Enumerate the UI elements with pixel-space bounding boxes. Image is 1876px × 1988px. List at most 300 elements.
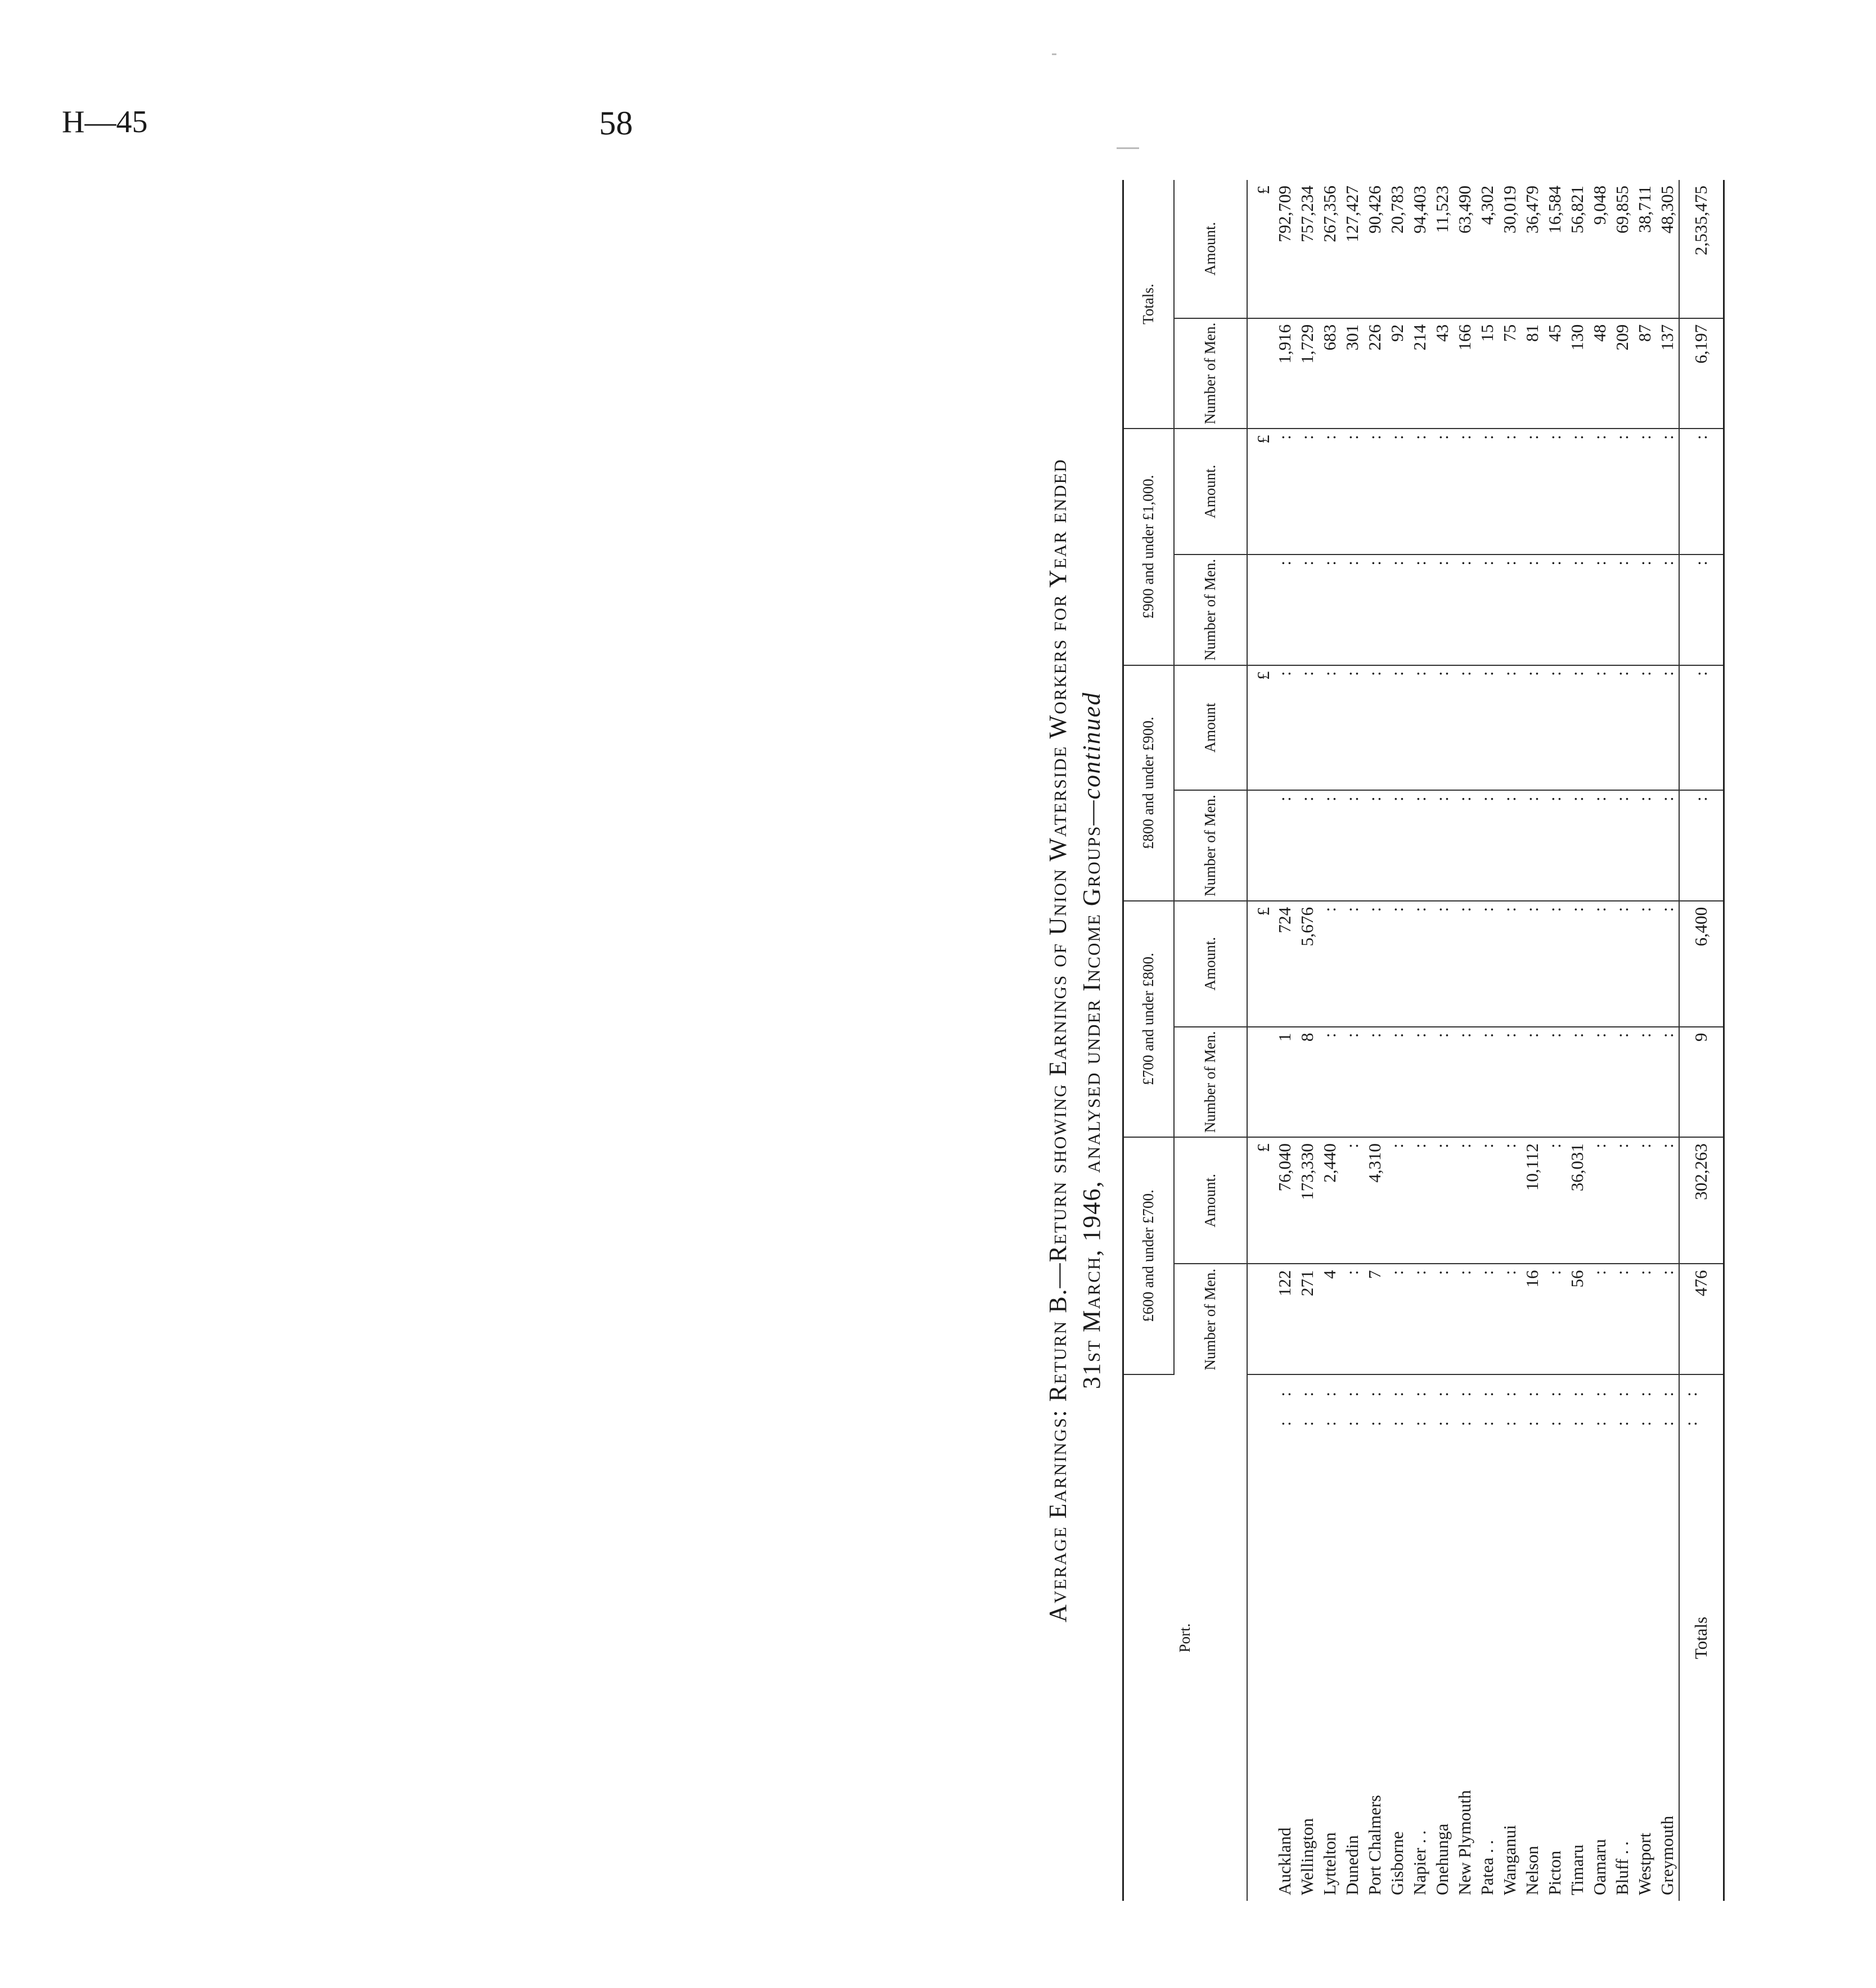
amount-cell: : bbox=[1476, 901, 1499, 1027]
number-of-men-cell: : bbox=[1409, 790, 1431, 901]
title-text-2: 31st March, 1946, analysed under Income Groups— bbox=[1078, 799, 1105, 1389]
subheader-number: Number of Men. bbox=[1174, 1264, 1247, 1374]
subheader-number: Number of Men. bbox=[1174, 1027, 1247, 1138]
amount-cell: : bbox=[1679, 429, 1724, 555]
amount-cell: 724 bbox=[1274, 901, 1296, 1027]
amount-cell: : bbox=[1589, 665, 1611, 791]
leader-dots: : : bbox=[1274, 1381, 1294, 1426]
amount-cell: : bbox=[1319, 665, 1341, 791]
amount-cell: : bbox=[1521, 901, 1544, 1027]
number-of-men-cell: : bbox=[1319, 555, 1341, 665]
leader-dots: : : bbox=[1297, 1381, 1317, 1426]
amount-cell: 94,403 bbox=[1409, 180, 1431, 318]
amount-cell: : bbox=[1566, 665, 1589, 791]
amount-cell: : bbox=[1476, 429, 1499, 555]
subheader-number: Number of Men. bbox=[1174, 318, 1247, 429]
number-of-men-cell: 476 bbox=[1679, 1264, 1724, 1374]
number-of-men-cell: 214 bbox=[1409, 318, 1431, 429]
number-of-men-cell: : bbox=[1364, 790, 1386, 901]
col-header-700: £700 and under £800. bbox=[1123, 901, 1174, 1137]
number-of-men-cell: 166 bbox=[1454, 318, 1476, 429]
amount-cell: : bbox=[1274, 665, 1296, 791]
number-of-men-cell: : bbox=[1679, 790, 1724, 901]
number-of-men-cell: : bbox=[1431, 1027, 1454, 1138]
title-continued: continued bbox=[1078, 692, 1105, 800]
amount-cell: : bbox=[1634, 901, 1656, 1027]
amount-cell: : bbox=[1589, 1137, 1611, 1264]
amount-cell: : bbox=[1431, 429, 1454, 555]
scan-mark bbox=[1052, 53, 1056, 55]
leader-dots: : : bbox=[1657, 1381, 1677, 1426]
number-of-men-cell: : bbox=[1521, 1027, 1544, 1138]
number-of-men-cell: : bbox=[1566, 1027, 1589, 1138]
number-of-men-cell: 15 bbox=[1476, 318, 1499, 429]
amount-cell: : bbox=[1386, 665, 1409, 791]
number-of-men-cell: 75 bbox=[1499, 318, 1521, 429]
number-of-men-cell: : bbox=[1589, 1027, 1611, 1138]
amount-cell: : bbox=[1341, 901, 1364, 1027]
number-of-men-cell: : bbox=[1589, 790, 1611, 901]
port-name: Gisborne bbox=[1387, 1831, 1407, 1895]
amount-cell: 173,330 bbox=[1296, 1137, 1319, 1264]
amount-cell: : bbox=[1476, 665, 1499, 791]
amount-cell: 10,112 bbox=[1521, 1137, 1544, 1264]
number-of-men-cell: 7 bbox=[1364, 1264, 1386, 1374]
subheader-number: Number of Men. bbox=[1174, 790, 1247, 901]
port-cell bbox=[1634, 1374, 1656, 1901]
number-of-men-cell: 137 bbox=[1656, 318, 1679, 429]
amount-cell: : bbox=[1364, 901, 1386, 1027]
pound-sign: £ bbox=[1247, 901, 1274, 1027]
number-of-men-cell: 48 bbox=[1589, 318, 1611, 429]
amount-cell: : bbox=[1611, 1137, 1634, 1264]
number-of-men-cell: 92 bbox=[1386, 318, 1409, 429]
port-cell bbox=[1544, 1374, 1566, 1901]
port-name: Auckland bbox=[1274, 1827, 1294, 1895]
number-of-men-cell: 130 bbox=[1566, 318, 1589, 429]
port-name: Greymouth bbox=[1657, 1815, 1677, 1895]
leader-dots: : : bbox=[1634, 1381, 1654, 1426]
empty-cell bbox=[1247, 1374, 1274, 1901]
amount-cell: : bbox=[1431, 1137, 1454, 1264]
amount-cell: : bbox=[1544, 901, 1566, 1027]
amount-cell: : bbox=[1386, 1137, 1409, 1264]
number-of-men-cell: : bbox=[1364, 1027, 1386, 1138]
number-of-men-cell: : bbox=[1476, 1027, 1499, 1138]
totals-row bbox=[1679, 180, 1724, 1901]
page-number: 58 bbox=[599, 105, 633, 142]
amount-cell: : bbox=[1611, 429, 1634, 555]
amount-cell: : bbox=[1499, 901, 1521, 1027]
port-cell bbox=[1589, 1374, 1611, 1901]
amount-cell: : bbox=[1544, 1137, 1566, 1264]
port-name: Onehunga bbox=[1432, 1823, 1452, 1895]
amount-cell: 9,048 bbox=[1589, 180, 1611, 318]
amount-cell: : bbox=[1409, 1137, 1431, 1264]
number-of-men-cell: : bbox=[1454, 790, 1476, 901]
amount-cell: 757,234 bbox=[1296, 180, 1319, 318]
amount-cell: 11,523 bbox=[1431, 180, 1454, 318]
amount-cell: : bbox=[1454, 901, 1476, 1027]
amount-cell: : bbox=[1656, 429, 1679, 555]
amount-cell: : bbox=[1634, 429, 1656, 555]
table-row bbox=[1364, 180, 1386, 1901]
subheader-number: Number of Men. bbox=[1174, 555, 1247, 665]
empty-cell bbox=[1247, 555, 1274, 665]
amount-cell: : bbox=[1521, 429, 1544, 555]
amount-cell: : bbox=[1296, 665, 1319, 791]
number-of-men-cell: : bbox=[1341, 1264, 1364, 1374]
table-row bbox=[1544, 180, 1566, 1901]
number-of-men-cell: : bbox=[1386, 790, 1409, 901]
empty-cell bbox=[1247, 1264, 1274, 1374]
pound-sign: £ bbox=[1247, 665, 1274, 791]
number-of-men-cell: 226 bbox=[1364, 318, 1386, 429]
amount-cell: 792,709 bbox=[1274, 180, 1296, 318]
number-of-men-cell: 1,729 bbox=[1296, 318, 1319, 429]
port-name: Dunedin bbox=[1342, 1835, 1362, 1895]
number-of-men-cell: : bbox=[1409, 1027, 1431, 1138]
port-name: Picton bbox=[1544, 1850, 1564, 1895]
amount-cell: 69,855 bbox=[1611, 180, 1634, 318]
number-of-men-cell: : bbox=[1521, 790, 1544, 901]
subheader-amount: Amount bbox=[1174, 665, 1247, 791]
amount-cell: 4,302 bbox=[1476, 180, 1499, 318]
table-row bbox=[1476, 180, 1499, 1901]
amount-cell: : bbox=[1679, 665, 1724, 791]
port-cell bbox=[1499, 1374, 1521, 1901]
amount-cell: : bbox=[1409, 901, 1431, 1027]
number-of-men-cell: : bbox=[1656, 790, 1679, 901]
leader-dots: : : bbox=[1499, 1381, 1519, 1426]
amount-cell: 20,783 bbox=[1386, 180, 1409, 318]
port-cell bbox=[1274, 1374, 1296, 1901]
number-of-men-cell: 16 bbox=[1521, 1264, 1544, 1374]
port-cell bbox=[1521, 1374, 1544, 1901]
amount-cell: : bbox=[1634, 1137, 1656, 1264]
number-of-men-cell: 87 bbox=[1634, 318, 1656, 429]
amount-cell: 127,427 bbox=[1341, 180, 1364, 318]
number-of-men-cell: : bbox=[1499, 555, 1521, 665]
number-of-men-cell: : bbox=[1679, 555, 1724, 665]
amount-cell: : bbox=[1566, 901, 1589, 1027]
table-row bbox=[1611, 180, 1634, 1901]
number-of-men-cell: : bbox=[1386, 555, 1409, 665]
table-row bbox=[1319, 180, 1341, 1901]
number-of-men-cell: : bbox=[1566, 555, 1589, 665]
empty-cell bbox=[1247, 790, 1274, 901]
port-name: Wellington bbox=[1297, 1818, 1317, 1895]
amount-cell: 5,676 bbox=[1296, 901, 1319, 1027]
port-cell bbox=[1386, 1374, 1409, 1901]
amount-cell: : bbox=[1589, 901, 1611, 1027]
amount-cell: 16,584 bbox=[1544, 180, 1566, 318]
number-of-men-cell: : bbox=[1589, 555, 1611, 665]
amount-cell: : bbox=[1341, 1137, 1364, 1264]
number-of-men-cell: 4 bbox=[1319, 1264, 1341, 1374]
subheader-amount: Amount. bbox=[1174, 901, 1247, 1027]
port-cell bbox=[1566, 1374, 1589, 1901]
number-of-men-cell: : bbox=[1341, 1027, 1364, 1138]
port-cell bbox=[1296, 1374, 1319, 1901]
port-cell bbox=[1364, 1374, 1386, 1901]
amount-cell: 63,490 bbox=[1454, 180, 1476, 318]
amount-cell: 76,040 bbox=[1274, 1137, 1296, 1264]
port-name: Totals bbox=[1691, 1616, 1711, 1660]
table-row bbox=[1409, 180, 1431, 1901]
number-of-men-cell: 6,197 bbox=[1679, 318, 1724, 429]
amount-cell: 38,711 bbox=[1634, 180, 1656, 318]
amount-cell: : bbox=[1656, 901, 1679, 1027]
amount-cell: : bbox=[1319, 429, 1341, 555]
number-of-men-cell: : bbox=[1589, 1264, 1611, 1374]
amount-cell: : bbox=[1544, 429, 1566, 555]
table-row bbox=[1499, 180, 1521, 1901]
number-of-men-cell: : bbox=[1656, 1027, 1679, 1138]
table-row bbox=[1431, 180, 1454, 1901]
number-of-men-cell: : bbox=[1454, 555, 1476, 665]
port-name: Wanganui bbox=[1499, 1825, 1519, 1895]
number-of-men-cell: : bbox=[1634, 790, 1656, 901]
amount-cell: 36,479 bbox=[1521, 180, 1544, 318]
col-header-900: £900 and under £1,000. bbox=[1123, 429, 1174, 665]
port-name: Lyttelton bbox=[1319, 1832, 1339, 1895]
port-name: Timaru bbox=[1567, 1844, 1587, 1895]
earnings-table bbox=[1122, 180, 1725, 1901]
leader-dots: : : bbox=[1432, 1381, 1452, 1426]
number-of-men-cell: : bbox=[1274, 790, 1296, 901]
amount-cell: 36,031 bbox=[1566, 1137, 1589, 1264]
leader-dots: : : bbox=[1589, 1381, 1609, 1426]
amount-cell: : bbox=[1544, 665, 1566, 791]
amount-cell: : bbox=[1611, 901, 1634, 1027]
number-of-men-cell: : bbox=[1386, 1264, 1409, 1374]
amount-cell: : bbox=[1296, 429, 1319, 555]
number-of-men-cell: : bbox=[1409, 555, 1431, 665]
port-name: Oamaru bbox=[1589, 1839, 1609, 1895]
port-cell bbox=[1431, 1374, 1454, 1901]
table-row bbox=[1521, 180, 1544, 1901]
number-of-men-cell: : bbox=[1544, 790, 1566, 901]
leader-dots: : : bbox=[1567, 1381, 1587, 1426]
amount-cell: : bbox=[1611, 665, 1634, 791]
amount-cell: 6,400 bbox=[1679, 901, 1724, 1027]
number-of-men-cell: : bbox=[1566, 790, 1589, 901]
number-of-men-cell: : bbox=[1611, 1027, 1634, 1138]
amount-cell: : bbox=[1454, 1137, 1476, 1264]
number-of-men-cell: : bbox=[1476, 1264, 1499, 1374]
number-of-men-cell: : bbox=[1656, 1264, 1679, 1374]
leader-dots: : : bbox=[1387, 1381, 1407, 1426]
table-row bbox=[1566, 180, 1589, 1901]
amount-cell: : bbox=[1634, 665, 1656, 791]
amount-cell: : bbox=[1341, 665, 1364, 791]
leader-dots: : : bbox=[1477, 1381, 1497, 1426]
pound-sign: £ bbox=[1247, 180, 1274, 318]
col-header-800: £800 and under £900. bbox=[1123, 665, 1174, 901]
amount-cell: 56,821 bbox=[1566, 180, 1589, 318]
leader-dots: : : bbox=[1409, 1381, 1429, 1426]
table-row bbox=[1656, 180, 1679, 1901]
amount-cell: : bbox=[1319, 901, 1341, 1027]
col-header-600: £600 and under £700. bbox=[1123, 1137, 1174, 1374]
amount-cell: : bbox=[1386, 901, 1409, 1027]
leader-dots: : : bbox=[1612, 1381, 1632, 1426]
number-of-men-cell: : bbox=[1341, 555, 1364, 665]
port-name: Westport bbox=[1634, 1832, 1654, 1895]
number-of-men-cell: : bbox=[1274, 555, 1296, 665]
number-of-men-cell: 43 bbox=[1431, 318, 1454, 429]
port-cell bbox=[1454, 1374, 1476, 1901]
number-of-men-cell: 45 bbox=[1544, 318, 1566, 429]
number-of-men-cell: : bbox=[1319, 1027, 1341, 1138]
number-of-men-cell: 56 bbox=[1566, 1264, 1589, 1374]
number-of-men-cell: : bbox=[1431, 555, 1454, 665]
number-of-men-cell: : bbox=[1454, 1027, 1476, 1138]
currency-row bbox=[1247, 180, 1274, 1901]
port-name: Nelson bbox=[1522, 1846, 1542, 1895]
number-of-men-cell: : bbox=[1634, 1264, 1656, 1374]
table-row bbox=[1296, 180, 1319, 1901]
number-of-men-cell: 122 bbox=[1274, 1264, 1296, 1374]
number-of-men-cell: : bbox=[1611, 790, 1634, 901]
pound-sign: £ bbox=[1247, 429, 1274, 555]
amount-cell: 4,310 bbox=[1364, 1137, 1386, 1264]
number-of-men-cell: 8 bbox=[1296, 1027, 1319, 1138]
port-cell bbox=[1679, 1374, 1724, 1901]
port-name: Patea . . bbox=[1477, 1840, 1497, 1895]
amount-cell: : bbox=[1454, 665, 1476, 791]
port-name: Napier . . bbox=[1409, 1830, 1429, 1895]
amount-cell: : bbox=[1499, 429, 1521, 555]
table-row bbox=[1274, 180, 1296, 1901]
port-cell bbox=[1341, 1374, 1364, 1901]
amount-cell: : bbox=[1341, 429, 1364, 555]
amount-cell: : bbox=[1364, 429, 1386, 555]
amount-cell: : bbox=[1364, 665, 1386, 791]
amount-cell: : bbox=[1566, 429, 1589, 555]
port-cell bbox=[1409, 1374, 1431, 1901]
number-of-men-cell: : bbox=[1499, 1264, 1521, 1374]
subheader-amount: Amount. bbox=[1174, 1137, 1247, 1264]
amount-cell: : bbox=[1476, 1137, 1499, 1264]
number-of-men-cell: 9 bbox=[1679, 1027, 1724, 1138]
amount-cell: 2,535,475 bbox=[1679, 180, 1724, 318]
leader-dots: : : bbox=[1544, 1381, 1564, 1426]
leader-dots: : : bbox=[1364, 1381, 1384, 1426]
amount-cell: : bbox=[1431, 901, 1454, 1027]
table-body bbox=[1247, 180, 1724, 1901]
number-of-men-cell: : bbox=[1341, 790, 1364, 901]
leader-dots: : : bbox=[1319, 1381, 1339, 1426]
number-of-men-cell: : bbox=[1521, 555, 1544, 665]
table-row bbox=[1454, 180, 1476, 1901]
number-of-men-cell: 81 bbox=[1521, 318, 1544, 429]
number-of-men-cell: : bbox=[1386, 1027, 1409, 1138]
col-header-port: Port. bbox=[1123, 1374, 1247, 1901]
port-name: New Plymouth bbox=[1454, 1790, 1474, 1895]
number-of-men-cell: : bbox=[1454, 1264, 1476, 1374]
number-of-men-cell: : bbox=[1296, 555, 1319, 665]
number-of-men-cell: 1,916 bbox=[1274, 318, 1296, 429]
amount-cell: 30,019 bbox=[1499, 180, 1521, 318]
port-name: Bluff . . bbox=[1612, 1841, 1632, 1895]
amount-cell: : bbox=[1409, 665, 1431, 791]
amount-cell: 90,426 bbox=[1364, 180, 1386, 318]
number-of-men-cell: : bbox=[1476, 555, 1499, 665]
table-row bbox=[1341, 180, 1364, 1901]
number-of-men-cell: : bbox=[1431, 1264, 1454, 1374]
table-title-line2 bbox=[1077, 180, 1106, 1901]
port-cell bbox=[1611, 1374, 1634, 1901]
number-of-men-cell: : bbox=[1499, 1027, 1521, 1138]
number-of-men-cell: 301 bbox=[1341, 318, 1364, 429]
port-cell bbox=[1319, 1374, 1341, 1901]
title-text: Average Earnings: Return B.—Return showing Earnings of Union Waterside Workers for Year ended bbox=[1044, 458, 1072, 1622]
empty-cell bbox=[1247, 1027, 1274, 1138]
subheader-amount: Amount. bbox=[1174, 180, 1247, 318]
table-row bbox=[1386, 180, 1409, 1901]
number-of-men-cell: 209 bbox=[1611, 318, 1634, 429]
leader-dots: : : bbox=[1680, 1381, 1700, 1426]
number-of-men-cell: : bbox=[1319, 790, 1341, 901]
amount-cell: : bbox=[1454, 429, 1476, 555]
pound-sign: £ bbox=[1247, 1137, 1274, 1264]
amount-cell: : bbox=[1499, 1137, 1521, 1264]
leader-dots: : : bbox=[1454, 1381, 1474, 1426]
number-of-men-cell: : bbox=[1634, 1027, 1656, 1138]
number-of-men-cell: 1 bbox=[1274, 1027, 1296, 1138]
report-code: H—45 bbox=[62, 105, 148, 139]
leader-dots: : : bbox=[1522, 1381, 1542, 1426]
amount-cell: : bbox=[1656, 1137, 1679, 1264]
number-of-men-cell: : bbox=[1634, 555, 1656, 665]
number-of-men-cell: : bbox=[1544, 1264, 1566, 1374]
number-of-men-cell: 683 bbox=[1319, 318, 1341, 429]
amount-cell: 2,440 bbox=[1319, 1137, 1341, 1264]
number-of-men-cell: : bbox=[1409, 1264, 1431, 1374]
number-of-men-cell: : bbox=[1611, 555, 1634, 665]
amount-cell: : bbox=[1274, 429, 1296, 555]
table-row bbox=[1634, 180, 1656, 1901]
amount-cell: : bbox=[1431, 665, 1454, 791]
amount-cell: : bbox=[1386, 429, 1409, 555]
amount-cell: : bbox=[1521, 665, 1544, 791]
number-of-men-cell: : bbox=[1476, 790, 1499, 901]
amount-cell: : bbox=[1589, 429, 1611, 555]
port-cell bbox=[1476, 1374, 1499, 1901]
amount-cell: 48,305 bbox=[1656, 180, 1679, 318]
subheader-amount: Amount. bbox=[1174, 429, 1247, 555]
number-of-men-cell: : bbox=[1611, 1264, 1634, 1374]
number-of-men-cell: : bbox=[1544, 555, 1566, 665]
number-of-men-cell: : bbox=[1296, 790, 1319, 901]
number-of-men-cell: : bbox=[1544, 1027, 1566, 1138]
table-title-line1 bbox=[1043, 180, 1072, 1901]
rotated-table-block bbox=[1038, 180, 1876, 1901]
amount-cell: : bbox=[1656, 665, 1679, 791]
number-of-men-cell: : bbox=[1364, 555, 1386, 665]
number-of-men-cell: 271 bbox=[1296, 1264, 1319, 1374]
amount-cell: 302,263 bbox=[1679, 1137, 1724, 1264]
port-name: Port Chalmers bbox=[1364, 1795, 1384, 1895]
scan-mark bbox=[1117, 147, 1139, 149]
number-of-men-cell: : bbox=[1431, 790, 1454, 901]
port-cell bbox=[1656, 1374, 1679, 1901]
col-header-totals: Totals. bbox=[1123, 180, 1174, 429]
number-of-men-cell: : bbox=[1499, 790, 1521, 901]
amount-cell: : bbox=[1409, 429, 1431, 555]
